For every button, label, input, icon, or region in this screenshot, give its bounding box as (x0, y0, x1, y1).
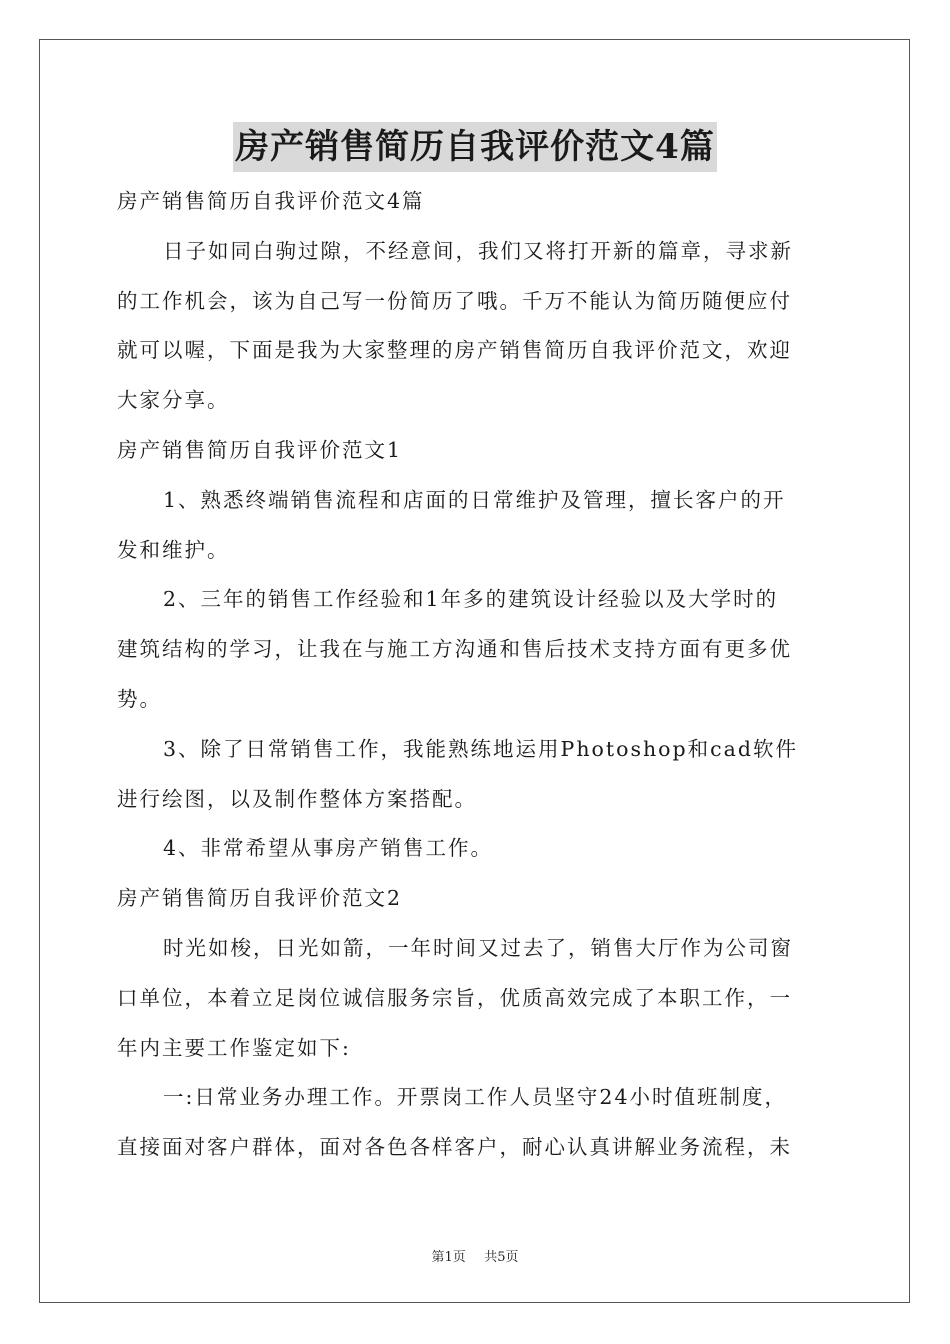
document-title: 房产销售简历自我评价范文4篇 (233, 122, 717, 172)
subtitle-line: 房产销售简历自我评价范文4篇 (117, 189, 425, 213)
paragraph-line: 就可以喔，下面是我为大家整理的房产销售简历自我评价范文，欢迎 (117, 338, 792, 363)
paragraph-line: 日子如同白驹过隙，不经意间，我们又将打开新的篇章，寻求新 (163, 238, 793, 263)
paragraph-line: 的工作机会，该为自己写一份简历了哦。千万不能认为简历随便应付 (117, 288, 792, 313)
page-footer (0, 1246, 950, 1265)
section-heading-2: 房产销售简历自我评价范文2 (117, 886, 403, 911)
paragraph-line: 大家分享。 (117, 388, 230, 413)
paragraph-line: 年内主要工作鉴定如下: (117, 1035, 351, 1060)
document-body (117, 177, 837, 1173)
list-item-line: 3、除了日常销售工作，我能熟练地运用Photoshop和cad软件 (163, 736, 798, 761)
list-item-line: 势。 (117, 686, 162, 711)
list-item-line: 进行绘图，以及制作整体方案搭配。 (117, 786, 477, 811)
list-item-line: 4、非常希望从事房产销售工作。 (163, 836, 494, 861)
page-total: 共5页 (484, 1250, 519, 1265)
paragraph-line: 口单位，本着立足岗位诚信服务宗旨，优质高效完成了本职工作，一 (117, 985, 792, 1010)
paragraph-line: 直接面对客户群体，面对各色各样客户，耐心认真讲解业务流程，未 (117, 1135, 792, 1160)
list-item-line: 1、熟悉终端销售流程和店面的日常维护及管理，擅长客户的开 (163, 487, 786, 512)
list-item-line: 发和维护。 (117, 537, 230, 562)
title-container (0, 122, 950, 172)
section-heading-1: 房产销售简历自我评价范文1 (117, 437, 403, 462)
paragraph-line: 一:日常业务办理工作。开票岗工作人员坚守24小时值班制度， (163, 1085, 787, 1110)
page-number: 第1页 (431, 1250, 466, 1265)
paragraph-line: 时光如梭，日光如箭，一年时间又过去了，销售大厅作为公司窗 (163, 935, 793, 960)
list-item-line: 2、三年的销售工作经验和1年多的建筑设计经验以及大学时的 (163, 587, 779, 612)
list-item-line: 建筑结构的学习，让我在与施工方沟通和售后技术支持方面有更多优 (117, 637, 792, 662)
